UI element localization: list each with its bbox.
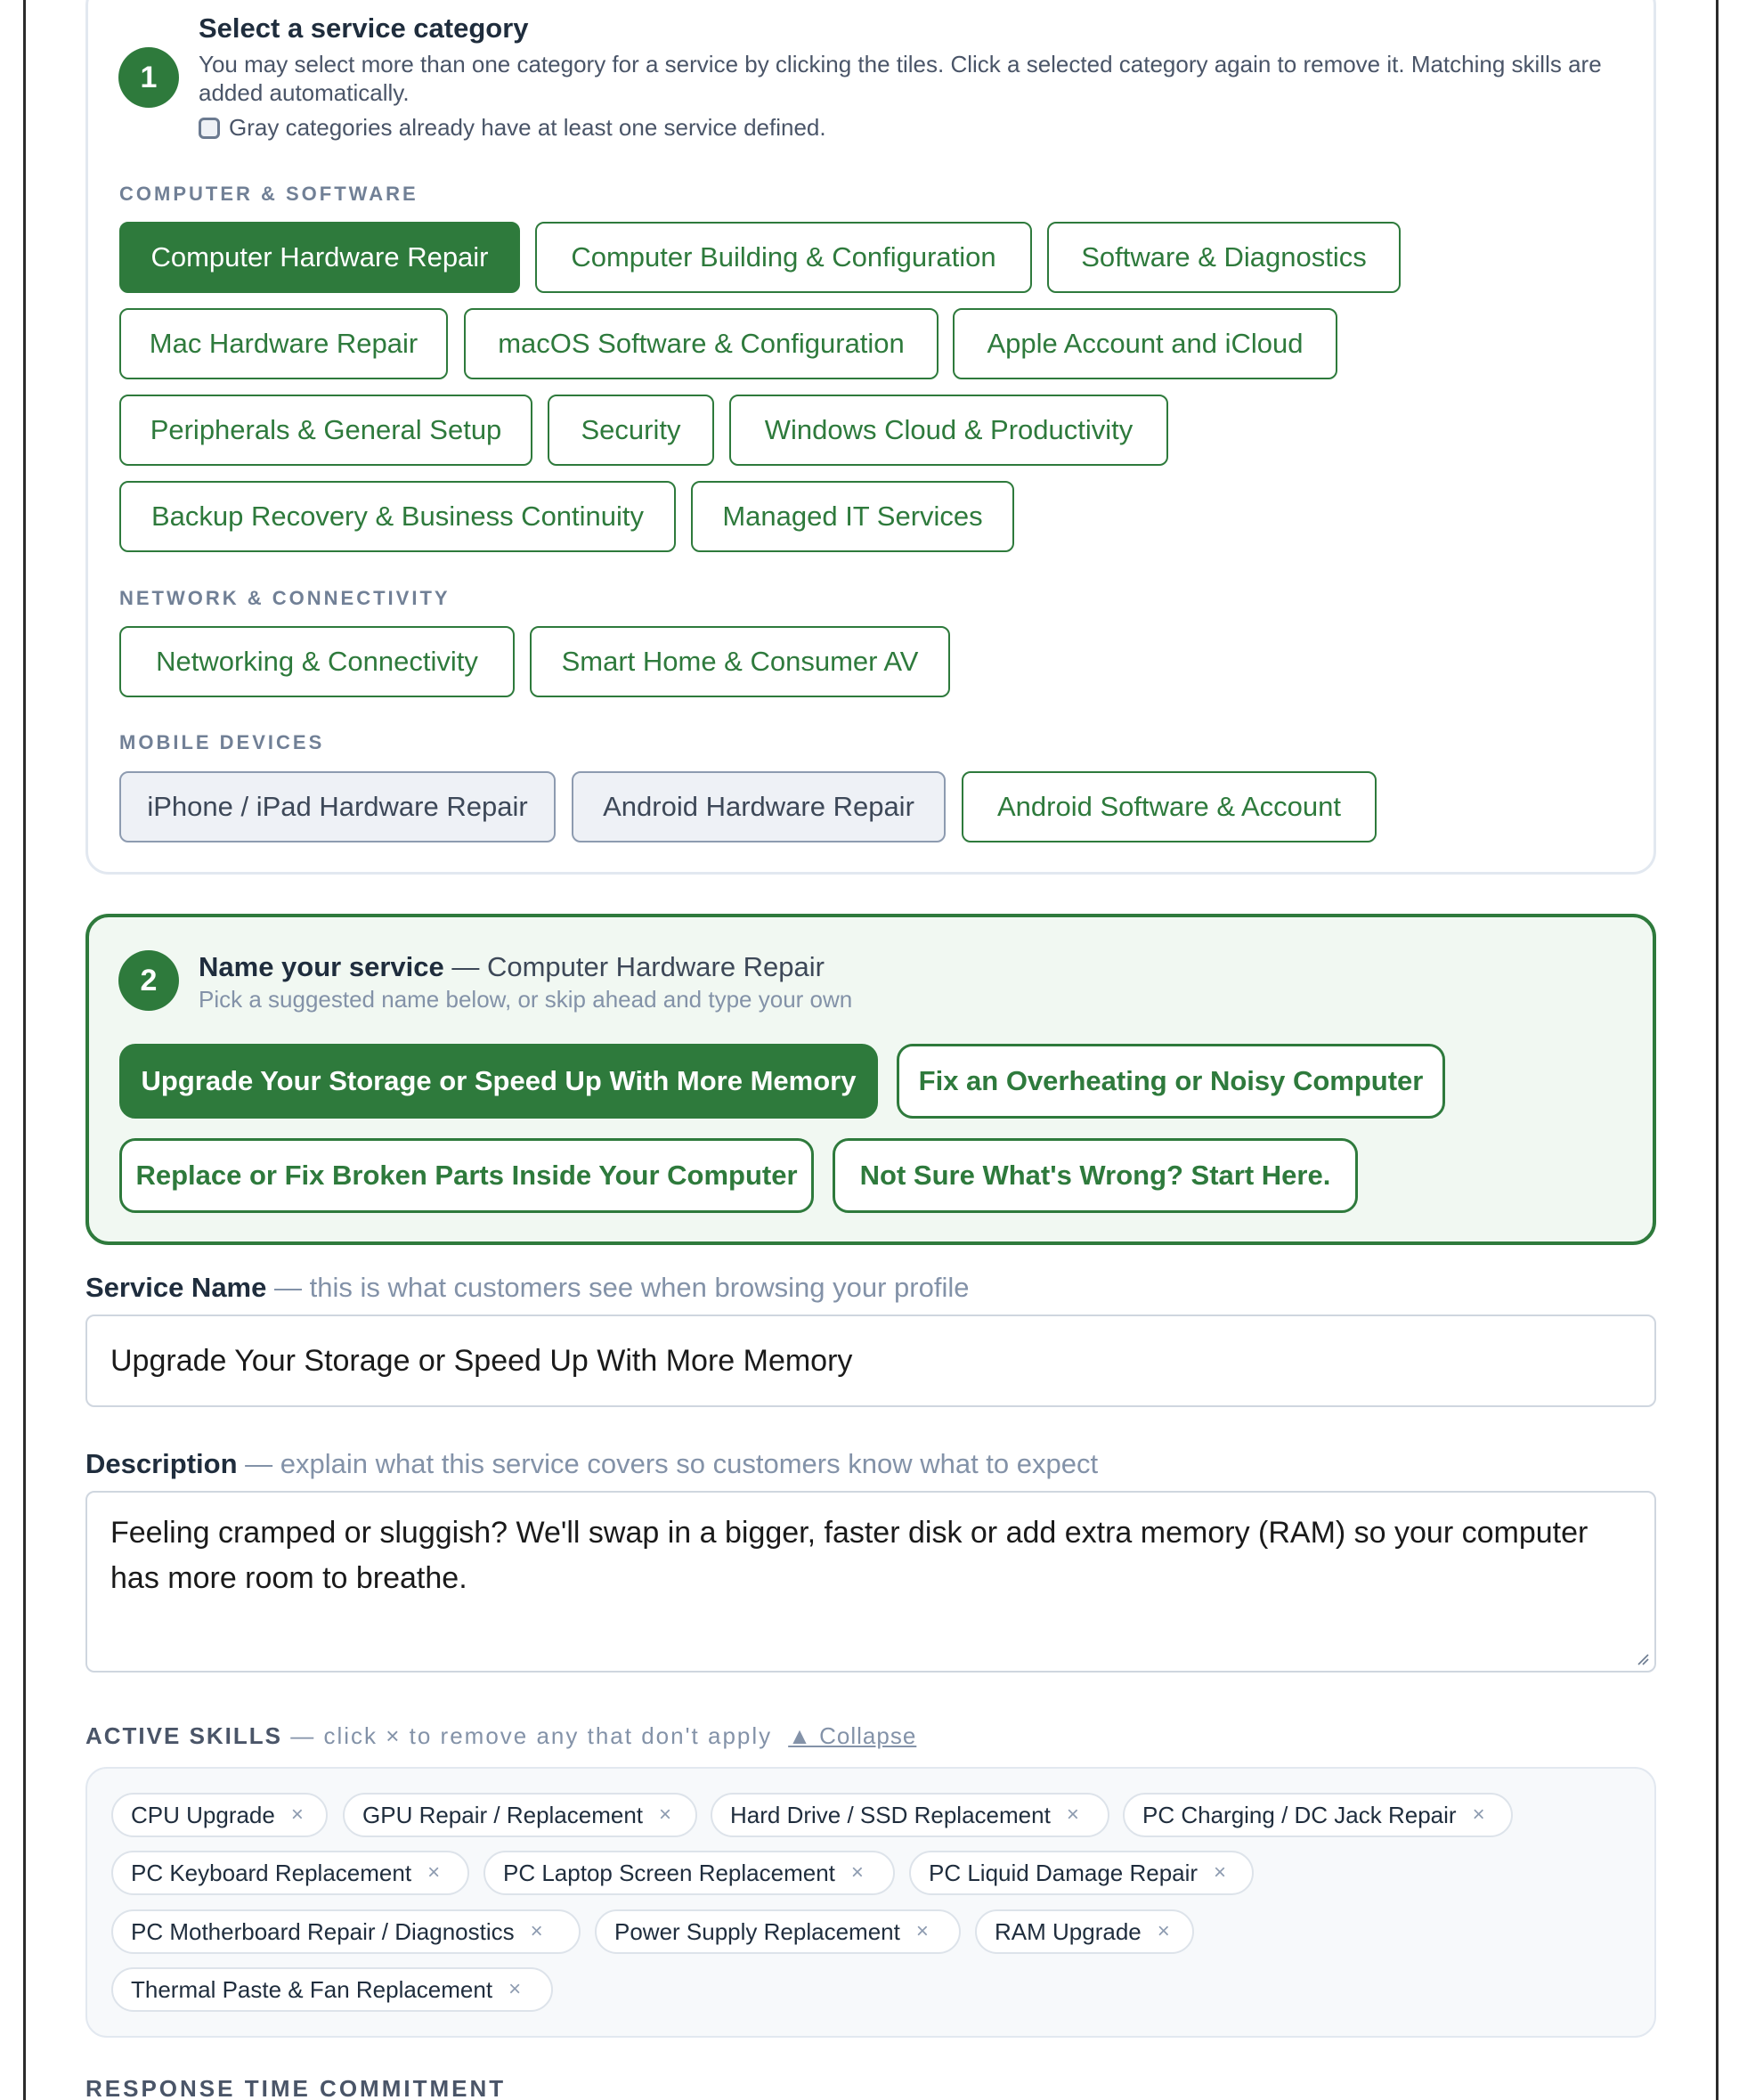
skill-chip-label: Power Supply Replacement [614, 1917, 900, 1945]
tile-managed-it-services[interactable]: Managed IT Services [691, 481, 1014, 552]
step-number: 1 [140, 60, 158, 94]
tile-smart-home-consumer-av[interactable]: Smart Home & Consumer AV [530, 626, 950, 697]
step-number: 2 [140, 963, 158, 997]
skill-chip [909, 1851, 1254, 1895]
remove-skill-icon[interactable]: × [1214, 1860, 1227, 1884]
remove-skill-icon[interactable]: × [530, 1919, 543, 1943]
suggestion-upgrade-storage[interactable]: Upgrade Your Storage or Speed Up With More Memory [119, 1044, 878, 1119]
remove-skill-icon[interactable]: × [508, 1977, 522, 2001]
step-1-title: Select a service category [199, 12, 529, 44]
tile-mac-hardware-repair[interactable]: Mac Hardware Repair [119, 308, 448, 379]
skill-chip [975, 1909, 1194, 1954]
window-frame-right [1716, 0, 1719, 2100]
skill-chip [111, 1793, 328, 1837]
suggestion-overheating-noisy[interactable]: Fix an Overheating or Noisy Computer [897, 1044, 1445, 1119]
skill-chip [111, 1909, 581, 1954]
gray-categories-note [199, 114, 826, 142]
step-2-title-text: Name your service [199, 951, 444, 982]
skill-chip [111, 1967, 553, 2012]
remove-skill-icon[interactable]: × [1472, 1803, 1485, 1827]
skill-chip-label: PC Laptop Screen Replacement [503, 1859, 835, 1886]
tile-security[interactable]: Security [548, 395, 714, 466]
tile-computer-building-configuration[interactable]: Computer Building & Configuration [535, 222, 1032, 293]
window-frame-left [23, 0, 26, 2100]
gray-legend-swatch [199, 118, 220, 139]
skill-chip-label: PC Keyboard Replacement [131, 1859, 412, 1886]
tile-android-software-account[interactable]: Android Software & Account [962, 771, 1377, 842]
resize-handle-icon[interactable] [1635, 1651, 1649, 1665]
tile-peripherals-general-setup[interactable]: Peripherals & General Setup [119, 395, 532, 466]
skill-chip-label: PC Liquid Damage Repair [929, 1859, 1199, 1886]
skill-chip [111, 1851, 469, 1895]
skill-chip [595, 1909, 961, 1954]
skill-chip-label: PC Charging / DC Jack Repair [1142, 1801, 1457, 1828]
description-label-text: Description [85, 1448, 238, 1479]
response-time-label: RESPONSE TIME COMMITMENT [85, 2075, 507, 2100]
step-2-title [199, 951, 825, 983]
gray-note-text: Gray categories already have at least one service defined. [229, 114, 826, 141]
tile-software-diagnostics[interactable]: Software & Diagnostics [1047, 222, 1401, 293]
skill-chip-label: PC Motherboard Repair / Diagnostics [131, 1917, 515, 1945]
tile-networking-connectivity[interactable]: Networking & Connectivity [119, 626, 515, 697]
step-1-badge [118, 47, 179, 108]
service-name-input[interactable] [85, 1315, 1656, 1407]
skill-chip [1123, 1793, 1513, 1837]
skill-chip-label: Hard Drive / SSD Replacement [730, 1801, 1051, 1828]
skill-chip-label: RAM Upgrade [995, 1917, 1142, 1945]
tile-android-hardware-repair[interactable]: Android Hardware Repair [572, 771, 946, 842]
step-2-category: Computer Hardware Repair [486, 951, 825, 982]
skill-chip-label: Thermal Paste & Fan Replacement [131, 1975, 493, 2003]
remove-skill-icon[interactable]: × [290, 1803, 304, 1827]
remove-skill-icon[interactable]: × [850, 1860, 864, 1884]
skill-chip-label: GPU Repair / Replacement [362, 1801, 644, 1828]
description-label [85, 1448, 1098, 1480]
description-textarea[interactable] [85, 1491, 1656, 1673]
description-text: Feeling cramped or sluggish? We'll swap in a bigger, faster disk or add extra memory (RAM) so your computer has more room to breathe. [110, 1516, 1589, 1595]
remove-skill-icon[interactable]: × [1066, 1803, 1079, 1827]
suggestion-replace-broken-parts[interactable]: Replace or Fix Broken Parts Inside Your Computer [119, 1138, 814, 1213]
service-name-hint: — this is what customers see when browsing your profile [266, 1272, 970, 1303]
service-name-label-text: Service Name [85, 1272, 267, 1303]
service-name-label [85, 1272, 969, 1304]
collapse-skills-link[interactable]: ▲ Collapse [788, 1722, 917, 1749]
tile-computer-hardware-repair[interactable]: Computer Hardware Repair [119, 222, 520, 293]
group-label-mobile-devices: MOBILE DEVICES [119, 731, 325, 753]
remove-skill-icon[interactable]: × [427, 1860, 441, 1884]
tile-macos-software-configuration[interactable]: macOS Software & Configuration [464, 308, 939, 379]
group-label-network-connectivity: NETWORK & CONNECTIVITY [119, 587, 451, 609]
skill-chip [483, 1851, 895, 1895]
active-skills-label [85, 1722, 916, 1750]
step-1-subtitle: You may select more than one category for a service by clicking the tiles. Click a selected category again to remove it. Matching skills are added automatically. [199, 51, 1602, 106]
remove-skill-icon[interactable]: × [659, 1803, 672, 1827]
tile-apple-account-icloud[interactable]: Apple Account and iCloud [953, 308, 1337, 379]
step-2-subtitle: Pick a suggested name below, or skip ahead and type your own [199, 986, 853, 1013]
remove-skill-icon[interactable]: × [915, 1919, 929, 1943]
tile-iphone-ipad-hardware-repair[interactable]: iPhone / iPad Hardware Repair [119, 771, 556, 842]
suggestion-not-sure[interactable]: Not Sure What's Wrong? Start Here. [833, 1138, 1358, 1213]
tile-backup-recovery-business-continuity[interactable]: Backup Recovery & Business Continuity [119, 481, 676, 552]
step-2-badge [118, 950, 179, 1011]
active-skills-hint: — click × to remove any that don't apply [282, 1722, 773, 1749]
active-skills-label-text: ACTIVE SKILLS [85, 1722, 283, 1749]
description-hint: — explain what this service covers so customers know what to expect [237, 1448, 1099, 1479]
skill-chip [711, 1793, 1109, 1837]
skill-chip [343, 1793, 697, 1837]
group-label-computer-software: COMPUTER & SOFTWARE [119, 183, 418, 205]
step-2-separator: — [443, 951, 487, 982]
skill-chip-label: CPU Upgrade [131, 1801, 275, 1828]
tile-windows-cloud-productivity[interactable]: Windows Cloud & Productivity [729, 395, 1168, 466]
remove-skill-icon[interactable]: × [1157, 1919, 1170, 1943]
